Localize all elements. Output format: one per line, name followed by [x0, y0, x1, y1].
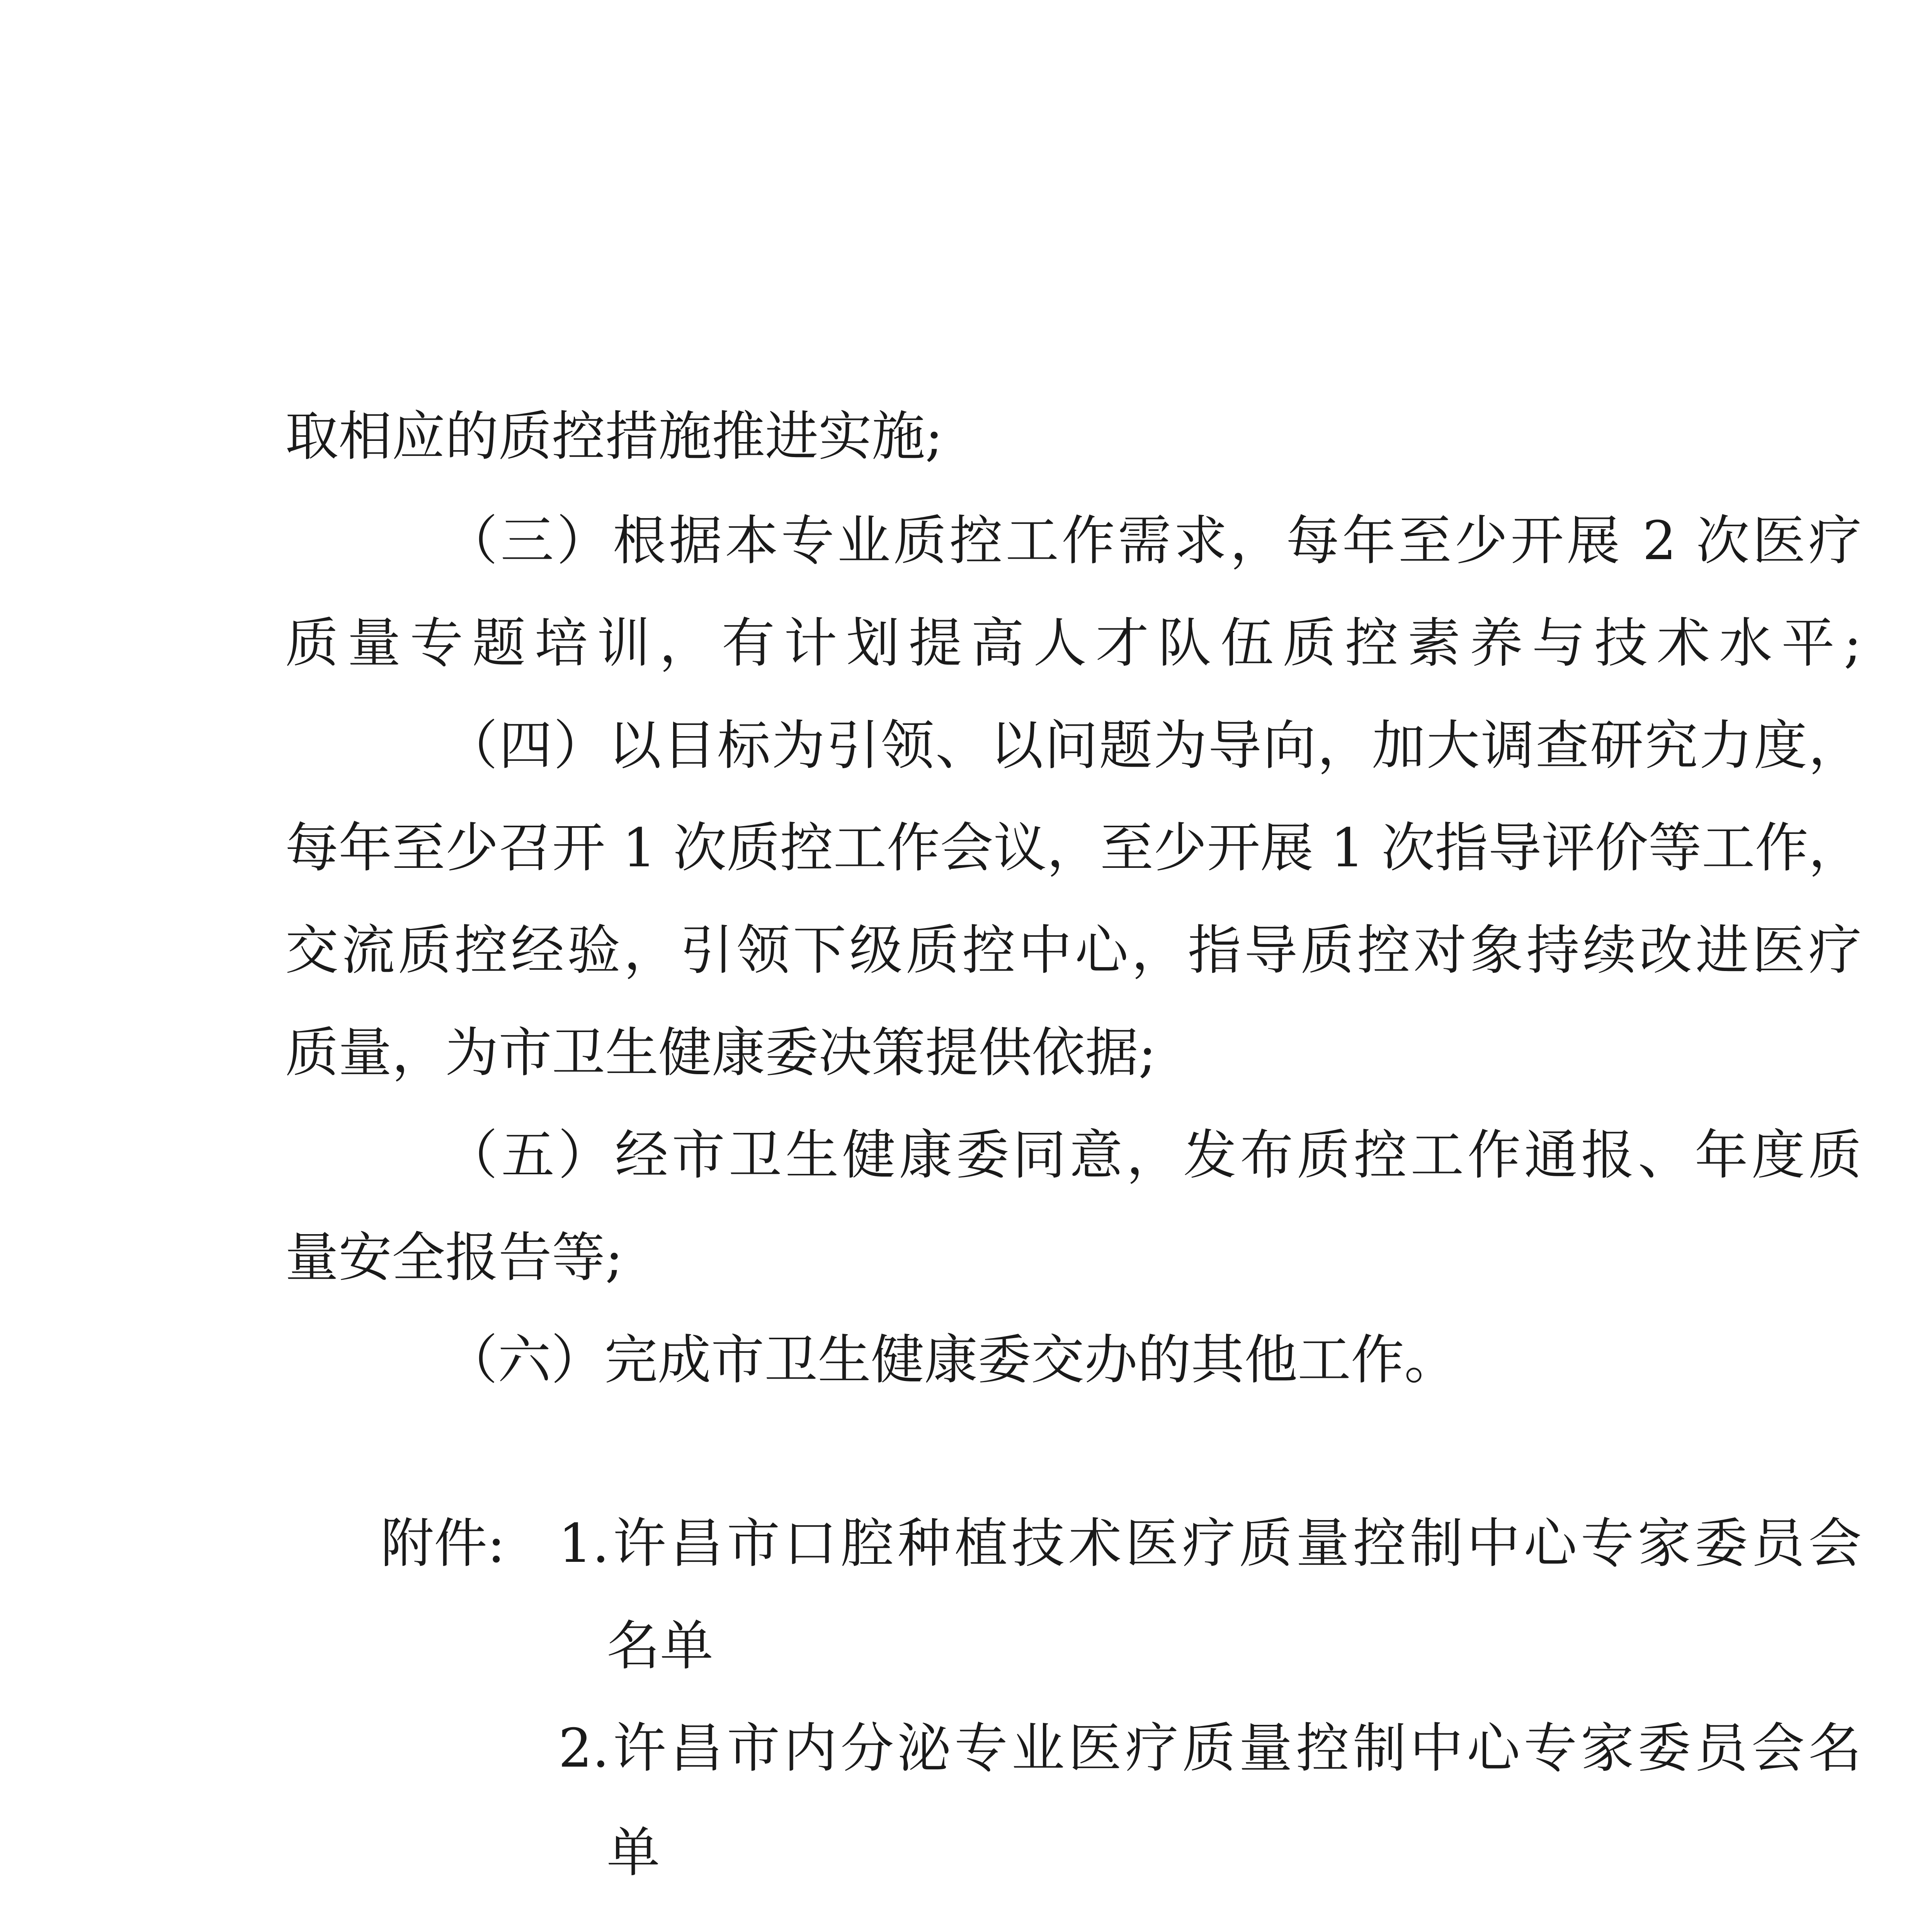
body-line-4: （四）以目标为引领、以问题为导向，加大调查研究力度， — [444, 714, 1862, 777]
body-line-6: 交流质控经验，引领下级质控中心，指导质控对象持续改进医疗 — [285, 919, 1862, 981]
attachments-label: 附件: — [381, 1512, 505, 1575]
body-line-7: 质量，为市卫生健康委决策提供依据; — [285, 1022, 1156, 1084]
body-line-5: 每年至少召开 1 次质控工作会议，至少开展 1 次指导评价等工作， — [285, 817, 1862, 879]
body-line-3: 质量专题培训，有计划提高人才队伍质控素养与技术水平; — [285, 612, 1862, 674]
body-line-2: （三）根据本专业质控工作需求，每年至少开展 2 次医疗 — [444, 510, 1862, 572]
attachment-item-1-cont: 名单 — [607, 1615, 714, 1677]
attachment-item-2: 2.许昌市内分泌专业医疗质量控制中心专家委员会名 — [558, 1717, 1862, 1779]
body-line-10: （六）完成市卫生健康委交办的其他工作。 — [444, 1329, 1458, 1391]
body-line-8: （五）经市卫生健康委同意，发布质控工作通报、年度质 — [444, 1124, 1862, 1186]
attachment-item-1: 1.许昌市口腔种植技术医疗质量控制中心专家委员会 — [558, 1512, 1862, 1575]
body-line-1: 取相应的质控措施推进实施; — [285, 405, 943, 468]
body-line-9: 量安全报告等; — [285, 1226, 623, 1289]
attachment-item-2-cont: 单 — [607, 1821, 660, 1884]
